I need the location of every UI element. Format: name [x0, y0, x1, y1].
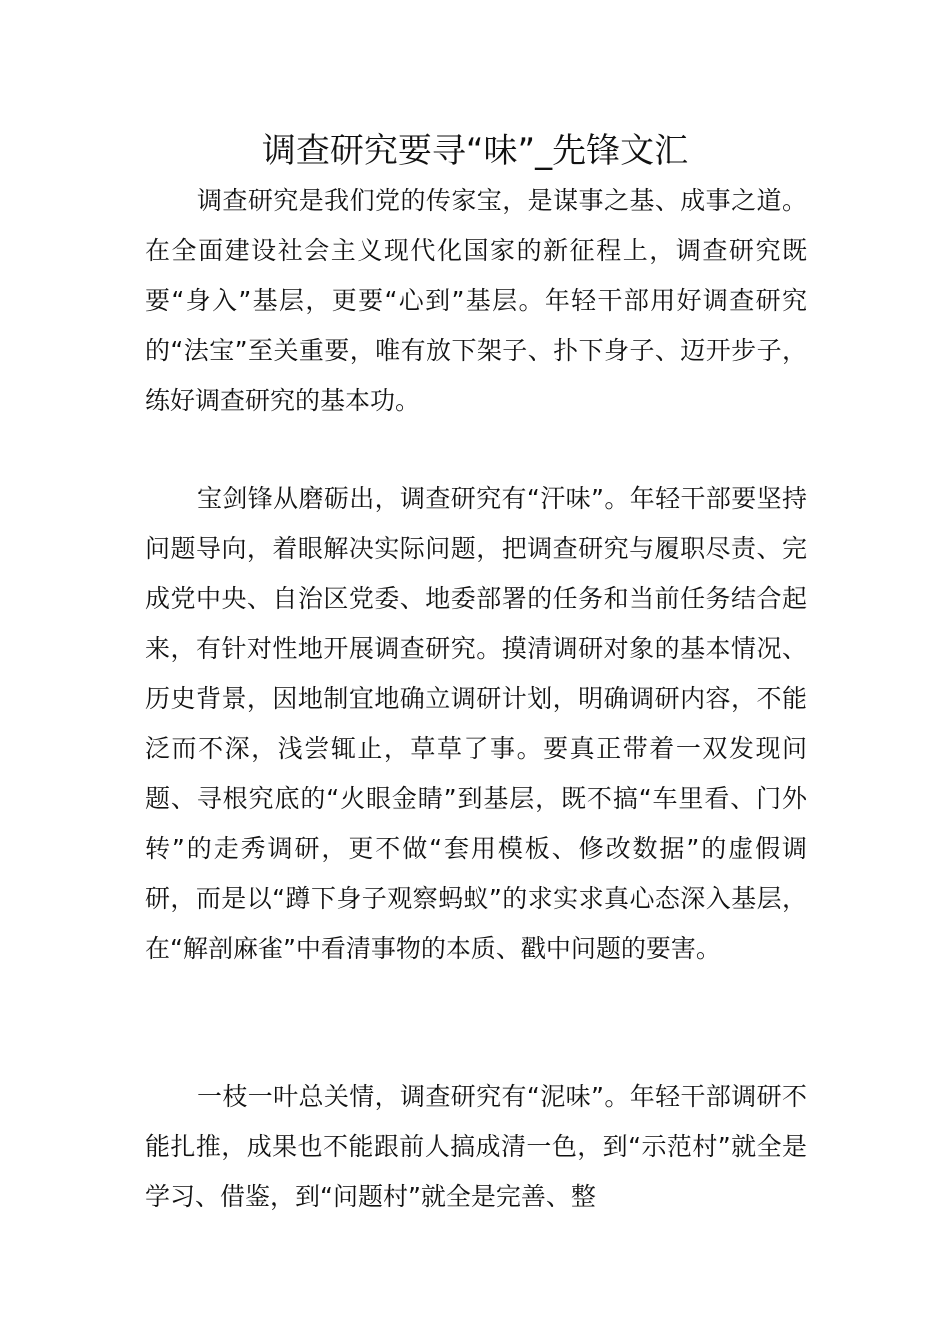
paragraph-intro: 调查研究是我们党的传家宝，是谋事之基、成事之道。在全面建设社会主义现代化国家的新征程上，调查研究既要“身入”基层，更要“心到”基层。年轻干部用好调查研究的“法宝”至关重要，唯有放下架子、扑下身子、迈开步子，练好调查研究的基本功。	[145, 186, 807, 415]
paragraph-sweat: 宝剑锋从磨砺出，调查研究有“汗味”。年轻干部要坚持问题导向，着眼解决实际问题，把调查研究与履职尽责、完成党中央、自治区党委、地委部署的任务和当前任务结合起来，有针对性地开展调查研究。摸清调研对象的基本情况、历史背景，因地制宜地确立调研计划，明确调研内容，不能泛而不深，浅尝辄止，草草了事。要真正带着一双发现问题、寻根究底的“火眼金睛”到基层，既不搞“车里看、门外转”的走秀调研，更不做“套用模板、修改数据”的虚假调研，而是以“蹲下身子观察蚂蚁”的求实求真心态深入基层，在“解剖麻雀”中看清事物的本质、戳中问题的要害。	[145, 484, 807, 963]
paragraph-mud: 一枝一叶总关情，调查研究有“泥味”。年轻干部调研不能扎推，成果也不能跟前人搞成清一色，到“示范村”就全是学习、借鉴，到“问题村”就全是完善、整	[145, 1082, 807, 1211]
document-title: 调查研究要寻“味”_先锋文汇	[261, 131, 689, 171]
